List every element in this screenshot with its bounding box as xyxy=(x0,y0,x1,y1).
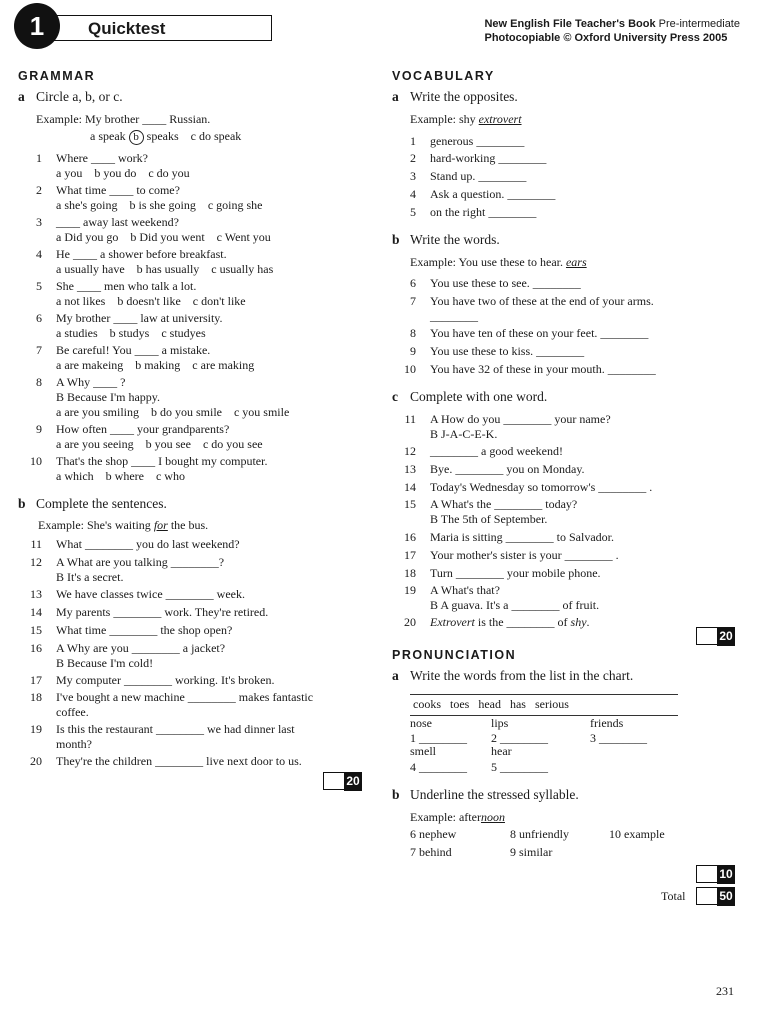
question-text-line2: B J-A-C-E-K. xyxy=(430,427,498,441)
answer-options[interactable]: a you b you do c do you xyxy=(56,166,190,180)
question-number: 20 xyxy=(30,754,42,768)
question-number: 3 xyxy=(410,169,416,183)
question-text: Where ____ work? xyxy=(56,151,148,165)
question-number: 15 xyxy=(30,623,42,637)
question-number: 17 xyxy=(404,548,416,562)
chart-blank-4[interactable]: 4 ________ xyxy=(410,760,467,774)
question-number: 10 xyxy=(30,454,42,468)
question-number: 7 xyxy=(36,343,42,357)
question-text-line2: B It's a secret. xyxy=(56,570,124,584)
answer-options[interactable]: a usually have b has usually c usually has xyxy=(56,262,274,276)
question-text-line2: coffee. xyxy=(56,705,89,719)
question-text: My computer ________ working. It's broken. xyxy=(56,673,275,687)
page-number: 231 xyxy=(716,984,734,998)
question-number: 6 xyxy=(36,311,42,325)
question-text: Turn ________ your mobile phone. xyxy=(430,566,601,580)
question-number: 14 xyxy=(404,480,416,494)
question-text: She ____ men who talk a lot. xyxy=(56,279,197,293)
question-text: Extrovert is the ________ of shy. xyxy=(430,615,590,629)
question-text: What time ________ the shop open? xyxy=(56,623,233,637)
copyright: Photocopiable © Oxford University Press 2005 xyxy=(484,32,728,44)
book-credit xyxy=(484,17,740,45)
question-number: 15 xyxy=(404,497,416,511)
circled-answer: b xyxy=(129,130,144,145)
question-number: 6 xyxy=(410,276,416,290)
pron-a-instruction: a Write the words from the list in the chart. xyxy=(392,668,634,683)
question-text: How often ____ your grandparents? xyxy=(56,422,230,436)
question-text: That's the shop ____ I bought my computer. xyxy=(56,454,268,468)
quicktest-header xyxy=(14,12,258,40)
book-title: New English File Teacher's Book xyxy=(484,18,656,30)
question-text: You use these to kiss. ________ xyxy=(430,344,585,358)
question-text: Your mother's sister is your ________ . xyxy=(430,548,619,562)
question-number: 17 xyxy=(30,673,42,687)
vocabulary-heading: VOCABULARY xyxy=(392,69,495,83)
question-number: 8 xyxy=(36,375,42,389)
question-number: 8 xyxy=(410,326,416,340)
question-number: 19 xyxy=(404,583,416,597)
quicktest-title: Quicktest xyxy=(52,15,272,41)
chart-blank-3[interactable]: 3 ________ xyxy=(590,731,647,745)
question-number: 12 xyxy=(404,444,416,458)
grammar-score-box: 20 xyxy=(323,772,362,790)
quicktest-number: 1 xyxy=(14,3,60,49)
question-text: We have classes twice ________ week. xyxy=(56,587,245,601)
answer-options[interactable]: a Did you go b Did you went c Went you xyxy=(56,230,271,244)
question-text-line2: B Because I'm cold! xyxy=(56,656,154,670)
question-number: 1 xyxy=(36,151,42,165)
question-text: I've bought a new machine ________ makes fantastic xyxy=(56,690,314,704)
total-score-box: 50 xyxy=(696,887,735,905)
question-text: You have two of these at the end of your arms. xyxy=(430,294,654,308)
question-text: What time ____ to come? xyxy=(56,183,180,197)
grammar-a-instruction: a Circle a, b, or c. xyxy=(18,89,123,104)
vocab-a-example: Example: shy extrovert xyxy=(410,112,522,126)
question-number: 16 xyxy=(30,641,42,655)
chart-blank-2[interactable]: 2 ________ xyxy=(491,731,548,745)
vocabulary-score-box: 20 xyxy=(696,627,735,645)
answer-options[interactable]: a not likes b doesn't like c don't like xyxy=(56,294,246,308)
vocab-b-instruction: b Write the words. xyxy=(392,232,500,247)
pron-item-6[interactable]: 6 nephew xyxy=(410,827,457,841)
question-number: 13 xyxy=(30,587,42,601)
question-number: 4 xyxy=(410,187,416,201)
question-text: A What's that? xyxy=(430,583,500,597)
question-text: He ____ a shower before breakfast. xyxy=(56,247,227,261)
pron-word-list: cooks toes head has serious xyxy=(410,694,678,716)
question-number: 3 xyxy=(36,215,42,229)
chart-col-lips: lips xyxy=(491,716,509,730)
question-text: on the right ________ xyxy=(430,205,537,219)
question-number: 9 xyxy=(410,344,416,358)
question-text: My brother ____ law at university. xyxy=(56,311,223,325)
answer-options[interactable]: a which b where c who xyxy=(56,469,185,483)
book-level: Pre-intermediate xyxy=(658,18,740,30)
question-text: You have ten of these on your feet. ________ xyxy=(430,326,649,340)
pronunciation-heading: PRONUNCIATION xyxy=(392,648,517,662)
question-text-line2: B Because I'm happy. xyxy=(56,390,161,404)
question-number: 18 xyxy=(30,690,42,704)
question-number: 14 xyxy=(30,605,42,619)
pron-b-example: Example: afternoon xyxy=(410,810,505,824)
question-text-line2: month? xyxy=(56,737,92,751)
question-number: 2 xyxy=(36,183,42,197)
pronunciation-score-box: 10 xyxy=(696,865,735,883)
question-text: Bye. ________ you on Monday. xyxy=(430,462,585,476)
pron-item-8[interactable]: 8 unfriendly xyxy=(510,827,569,841)
question-text-line2: ________ xyxy=(430,309,478,323)
chart-blank-1[interactable]: 1 ________ xyxy=(410,731,467,745)
question-text: ____ away last weekend? xyxy=(56,215,179,229)
question-number: 11 xyxy=(404,412,416,426)
chart-word-smell: smell xyxy=(410,744,436,758)
answer-options[interactable]: a are you smiling b do you smile c you smile xyxy=(56,405,290,419)
question-text: A What are you talking ________? xyxy=(56,555,225,569)
question-text: hard-working ________ xyxy=(430,151,547,165)
answer-options[interactable]: a she's going b is she going c going she xyxy=(56,198,263,212)
question-text: Today's Wednesday so tomorrow's ________ . xyxy=(430,480,653,494)
question-number: 11 xyxy=(30,537,42,551)
question-text: Be careful! You ____ a mistake. xyxy=(56,343,211,357)
grammar-a-example-options: a speak b speaks c do speak xyxy=(90,129,242,143)
grammar-a-example: Example: My brother ____ Russian. xyxy=(36,112,211,126)
question-number: 12 xyxy=(30,555,42,569)
question-number: 5 xyxy=(36,279,42,293)
pron-item-7[interactable]: 7 behind xyxy=(410,845,452,859)
vocab-a-instruction: a Write the opposites. xyxy=(392,89,518,104)
total-label: Total xyxy=(661,889,686,903)
question-text: You have 32 of these in your mouth. ________ xyxy=(430,362,656,376)
question-text-line2: B The 5th of September. xyxy=(430,512,548,526)
question-text: A Why are you ________ a jacket? xyxy=(56,641,226,655)
question-number: 18 xyxy=(404,566,416,580)
grammar-b-example: Example: She's waiting for the bus. xyxy=(38,518,209,532)
answer-options[interactable]: a are makeing b making c are making xyxy=(56,358,255,372)
question-number: 10 xyxy=(404,362,416,376)
vocab-b-example: Example: You use these to hear. ears xyxy=(410,255,587,269)
grammar-heading: GRAMMAR xyxy=(18,69,96,83)
question-text: ________ a good weekend! xyxy=(430,444,563,458)
chart-col-nose: nose xyxy=(410,716,432,730)
pron-item-10[interactable]: 10 example xyxy=(609,827,665,841)
question-text: Is this the restaurant ________ we had dinner last xyxy=(56,722,295,736)
answer-options[interactable]: a studies b studys c studyes xyxy=(56,326,206,340)
question-number: 9 xyxy=(36,422,42,436)
question-text-line2: B A guava. It's a ________ of fruit. xyxy=(430,598,600,612)
question-number: 5 xyxy=(410,205,416,219)
question-text: My parents ________ work. They're retired. xyxy=(56,605,269,619)
question-number: 2 xyxy=(410,151,416,165)
chart-blank-5[interactable]: 5 ________ xyxy=(491,760,548,774)
question-number: 19 xyxy=(30,722,42,736)
question-number: 4 xyxy=(36,247,42,261)
pron-item-9[interactable]: 9 similar xyxy=(510,845,553,859)
question-text: You use these to see. ________ xyxy=(430,276,581,290)
question-number: 20 xyxy=(404,615,416,629)
question-text: Maria is sitting ________ to Salvador. xyxy=(430,530,614,544)
question-text: A What's the ________ today? xyxy=(430,497,578,511)
question-number: 16 xyxy=(404,530,416,544)
answer-options[interactable]: a are you seeing b you see c do you see xyxy=(56,437,263,451)
chart-word-hear: hear xyxy=(491,744,512,758)
chart-col-friends: friends xyxy=(590,716,624,730)
question-number: 1 xyxy=(410,134,416,148)
question-text: They're the children ________ live next door to us. xyxy=(56,754,302,768)
question-number: 13 xyxy=(404,462,416,476)
question-text: Stand up. ________ xyxy=(430,169,527,183)
pron-b-instruction: b Underline the stressed syllable. xyxy=(392,787,579,802)
question-text: Ask a question. ________ xyxy=(430,187,556,201)
question-text: What ________ you do last weekend? xyxy=(56,537,240,551)
question-text: generous ________ xyxy=(430,134,525,148)
question-text: A Why ____ ? xyxy=(56,375,126,389)
question-text: A How do you ________ your name? xyxy=(430,412,611,426)
question-number: 7 xyxy=(410,294,416,308)
vocab-c-instruction: c Complete with one word. xyxy=(392,389,548,404)
grammar-b-instruction: b Complete the sentences. xyxy=(18,496,167,511)
